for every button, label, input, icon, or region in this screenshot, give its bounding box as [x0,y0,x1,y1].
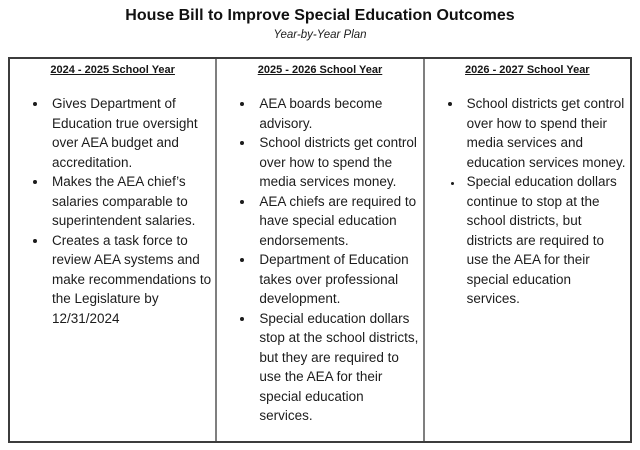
column-header-text: 2026 - 2027 School Year [465,64,590,76]
page-title: House Bill to Improve Special Education Outcomes [125,7,515,24]
column-2024-2025 [10,59,215,441]
list-item: • School districts get control over how to spend the media services money. [255,133,418,192]
column-header-2026-2027 [425,59,630,77]
bullet-list-2024-2025 [10,94,211,328]
list-item: • Makes the AEA chief’s salaries comparable to superintendent salaries. [48,172,211,231]
column-header-2024-2025 [10,59,215,77]
document-page [0,7,640,450]
column-header-2025-2026 [217,59,422,77]
bullet-list-2025-2026 [217,94,418,426]
column-2025-2026 [215,59,422,441]
list-item: • Department of Education takes over professional development. [255,250,418,309]
list-item: • School districts get control over how to spend their media services and education services money. [463,94,626,172]
page-subtitle: Year-by-Year Plan [273,29,367,41]
list-item: • Special education dollars stop at the school districts, but they are required to use the AEA for their special education services. [255,309,418,426]
column-header-text: 2024 - 2025 School Year [50,64,175,76]
bullet-list-2026-2027 [425,94,626,309]
column-2026-2027 [423,59,630,441]
list-item: • AEA boards become advisory. [255,94,418,133]
list-item: • Special education dollars continue to stop at the school districts, but districts are required to use the AEA for their special education services. [463,172,626,309]
column-header-text: 2025 - 2026 School Year [257,64,383,76]
list-item: • AEA chiefs are required to have special education endorsements. [255,192,418,251]
year-plan-table [8,57,632,443]
list-item: • Gives Department of Education true oversight over AEA budget and accreditation. [48,94,211,172]
list-item: • Creates a task force to review AEA systems and make recommendations to the Legislature by 12/31/2024 [48,231,211,329]
